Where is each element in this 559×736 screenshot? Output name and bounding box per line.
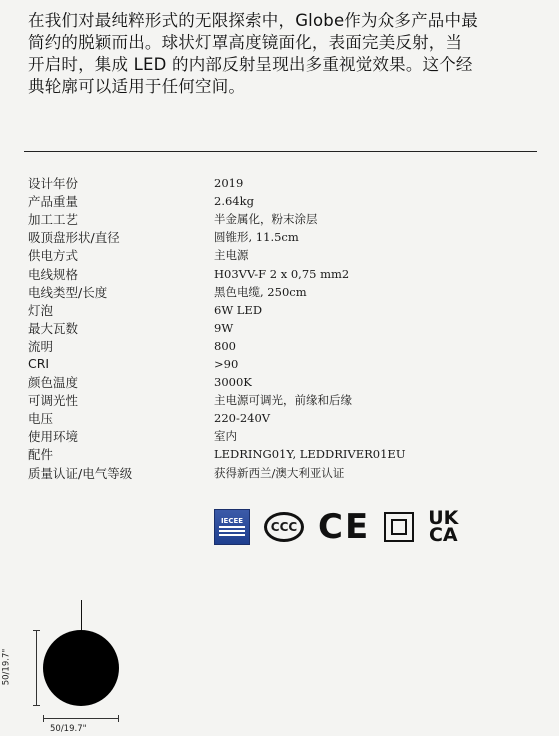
spec-row: [28, 427, 538, 445]
spec-label: CRI: [28, 356, 50, 372]
spec-label: 吸顶盘形状/直径: [28, 230, 120, 246]
spec-row: [28, 391, 538, 409]
product-dimension-drawing: [0, 600, 200, 736]
spec-label: 最大瓦数: [28, 320, 79, 336]
spec-label: 电压: [28, 411, 54, 427]
description-line: 典轮廓可以适用于任何空间。: [28, 77, 246, 96]
spec-value: 室内: [214, 429, 237, 444]
spec-value: 6W LED: [214, 302, 263, 317]
spec-label: 电线规格: [28, 266, 79, 282]
spec-label: 可调光性: [28, 393, 79, 409]
width-dimension-line: [43, 718, 119, 719]
ce-mark: CE: [318, 507, 371, 547]
spec-label: 流明: [28, 338, 54, 354]
spec-value: 黑色电缆, 250cm: [214, 284, 307, 299]
spec-value: 主电源可调光，前缘和后缘: [214, 393, 352, 408]
spec-value: H03VV-F 2 x 0,75 mm2: [214, 266, 350, 281]
spec-row: [28, 409, 538, 427]
description-line: 开启时，集成 LED 的内部反射呈现出多重视觉效果。这个经: [28, 55, 473, 74]
spec-label: 灯泡: [28, 302, 54, 318]
spec-value: 圆锥形, 11.5cm: [214, 230, 299, 245]
spec-table: [28, 174, 538, 482]
description-line: 简约的脱颖而出。球状灯罩高度镜面化，表面完美反射，当: [28, 33, 463, 52]
spec-value: 800: [214, 338, 236, 353]
spec-row: [28, 301, 538, 319]
ccc-logo-text: CCC: [270, 520, 298, 534]
spec-row: [28, 264, 538, 282]
spec-value: 9W: [214, 320, 234, 335]
spec-value: 220-240V: [214, 411, 271, 426]
ukca-mark: [428, 507, 459, 546]
height-dimension-line: [36, 630, 37, 706]
spec-row: [28, 319, 538, 337]
certification-logos: [214, 507, 458, 547]
pendant-cord: [81, 600, 82, 632]
ukca-bottom: CA: [428, 524, 458, 546]
globe-lamp-silhouette: [43, 630, 119, 706]
spec-row: [28, 337, 538, 355]
spec-row: [28, 210, 538, 228]
spec-value: 2.64kg: [214, 194, 254, 209]
section-divider: [24, 151, 537, 152]
spec-row: [28, 174, 538, 192]
spec-row: [28, 283, 538, 301]
ccc-logo: [264, 512, 304, 542]
iecee-logo-text: IECEE: [220, 517, 244, 525]
width-dimension-label: 50/19.7": [50, 724, 87, 734]
ukca-top: UK: [428, 507, 459, 529]
spec-value: LEDRING01Y, LEDDRIVER01EU: [214, 447, 406, 462]
spec-value: 2019: [214, 176, 244, 191]
spec-row: [28, 246, 538, 264]
spec-row: [28, 228, 538, 246]
spec-label: 加工工艺: [28, 212, 79, 228]
spec-label: 质量认证/电气等级: [28, 465, 133, 481]
product-description: [28, 10, 543, 98]
spec-value: 半金属化，粉末涂层: [214, 212, 318, 227]
spec-value: 3000K: [214, 375, 252, 390]
spec-label: 配件: [28, 447, 54, 463]
spec-row: [28, 192, 538, 210]
spec-row: [28, 373, 538, 391]
spec-label: 电线类型/长度: [28, 284, 108, 300]
spec-value: 主电源: [214, 248, 249, 263]
spec-label: 供电方式: [28, 248, 79, 264]
height-dimension-label: 50/19.7": [1, 648, 12, 686]
description-line: 在我们对最纯粹形式的无限探索中，Globe作为众多产品中最: [28, 11, 478, 30]
class-ii-double-insulation-icon: [384, 512, 414, 542]
spec-label: 产品重量: [28, 194, 79, 210]
spec-label: 设计年份: [28, 176, 79, 192]
spec-row: [28, 464, 538, 482]
spec-label: 颜色温度: [28, 375, 79, 391]
iecee-logo: [214, 509, 250, 545]
spec-row: [28, 355, 538, 373]
spec-value: >90: [214, 356, 239, 371]
spec-value: 获得新西兰/澳大利亚认证: [214, 465, 345, 480]
spec-row: [28, 445, 538, 463]
spec-label: 使用环境: [28, 429, 79, 445]
